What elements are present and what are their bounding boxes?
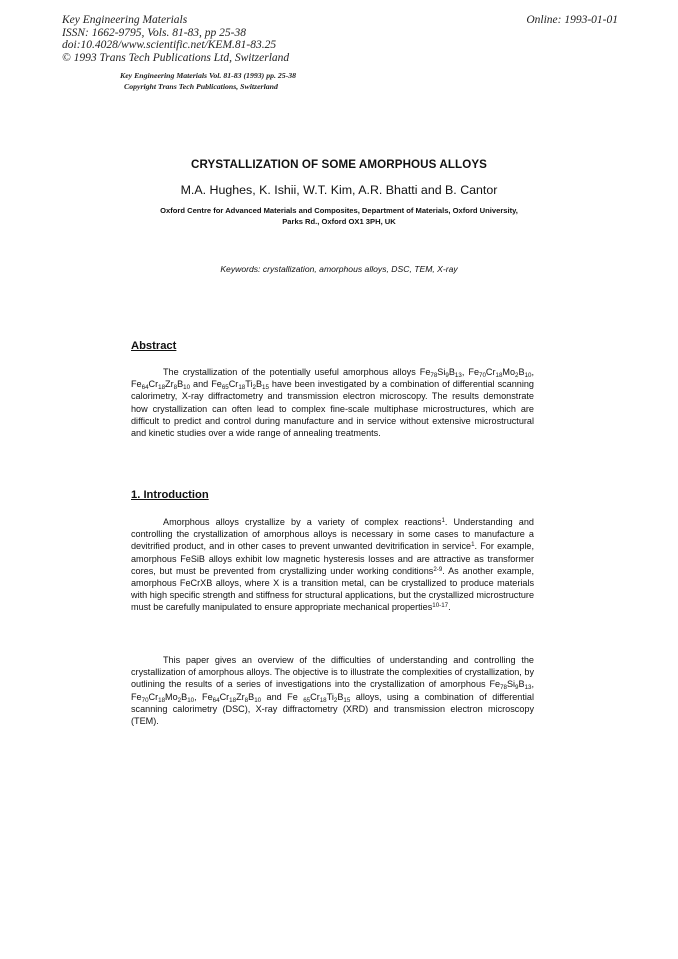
abstract-paragraph: The crystallization of the potentially useful amorphous alloys $Fe_{78}Si_9B_{13}$, $Fe_{70}Cr_{18}Mo_2B_{10}$, $Fe_{64}Cr_{18}Zr_8B_{10}$ and $Fe_{65}Cr_{18}Ti_2B_{15}$ have been investigated by a combination of differential scanning calorimetry, X-ray diffractometry and transmission electron microscopy. The results demonstrate how crystallization can often lead to complex fine-scale multiphase microstructures, which are difficult to predict and control during manufacture and in service without extensive microstructural and kinetic studies over a wide range of annealing treatments. [131, 367, 534, 439]
author-list: M.A. Hughes, K. Ishii, W.T. Kim, A.R. Bhatti and B. Cantor [180, 183, 498, 197]
introduction-heading: 1. Introduction [131, 489, 209, 501]
affiliation-line-1: Oxford Centre for Advanced Materials and Composites, Department of Materials, Oxford University, [160, 206, 518, 215]
online-date: Online: 1993-01-01 [526, 14, 618, 26]
journal-metadata [62, 14, 289, 64]
copyright-stamp [120, 70, 296, 92]
copyright-line: © 1993 Trans Tech Publications Ltd, Switzerland [62, 51, 290, 64]
stamp-line-1: Key Engineering Materials Vol. 81-83 (1993) pp. 25-38 [120, 71, 297, 80]
keywords: Keywords: crystallization, amorphous alloys, DSC, TEM, X-ray [220, 264, 458, 274]
stamp-line-2: Copyright Trans Tech Publications, Switzerland [124, 82, 278, 91]
abstract-heading: Abstract [131, 340, 177, 352]
paper-title: CRYSTALLIZATION OF SOME AMORPHOUS ALLOYS [191, 158, 487, 171]
affiliation [130, 206, 548, 228]
journal-name: Key Engineering Materials [62, 14, 188, 26]
issn-line: ISSN: 1662-9795, Vols. 81-83, pp 25-38 [62, 26, 246, 39]
affiliation-line-2: Parks Rd., Oxford OX1 3PH, UK [282, 216, 396, 226]
doi-line: doi:10.4028/www.scientific.net/KEM.81-83.25 [62, 39, 277, 51]
introduction-paragraph-1: Amorphous alloys crystallize by a variety of complex reactions$^1$. Understanding and controlling the crystallization of amorphous alloys is necessary in some cases to manufacture a devitrified product, and in other cases to prevent unwanted devitrification in service$^1$. For example, amorphous FeSiB alloys exhibit low magnetic hysteresis losses and are attractive as transformer cores, but must be prevented from crystallizing under working conditions$^{2-9}$. As another example, amorphous FeCrXB alloys, where X is a transition metal, can be crystallized to produce materials with high specific strength and stiffness for structural applications, but the crystallized microstructure must be carefully manipulated to ensure appropriate mechanical properties$^{10-17}$. [131, 517, 534, 613]
introduction-paragraph-2: This paper gives an overview of the difficulties of understanding and controlling the crystallization of amorphous alloys. The objective is to illustrate the complexities of crystallization, by outlining the results of a series of investigations into the crystallization of amorphous $Fe_{78}Si_9B_{13}$, $Fe_{70}Cr_{18}Mo_2B_{10}$, $Fe_{64}Cr_{18}Zr_8B_{10}$ and Fe $_{65}Cr_{18}Ti_2B_{15}$ alloys, using a combination of differential scanning calorimetry (DSC), X-ray diffractometry (XRD) and transmission electron microscopy (TEM). [131, 655, 534, 727]
